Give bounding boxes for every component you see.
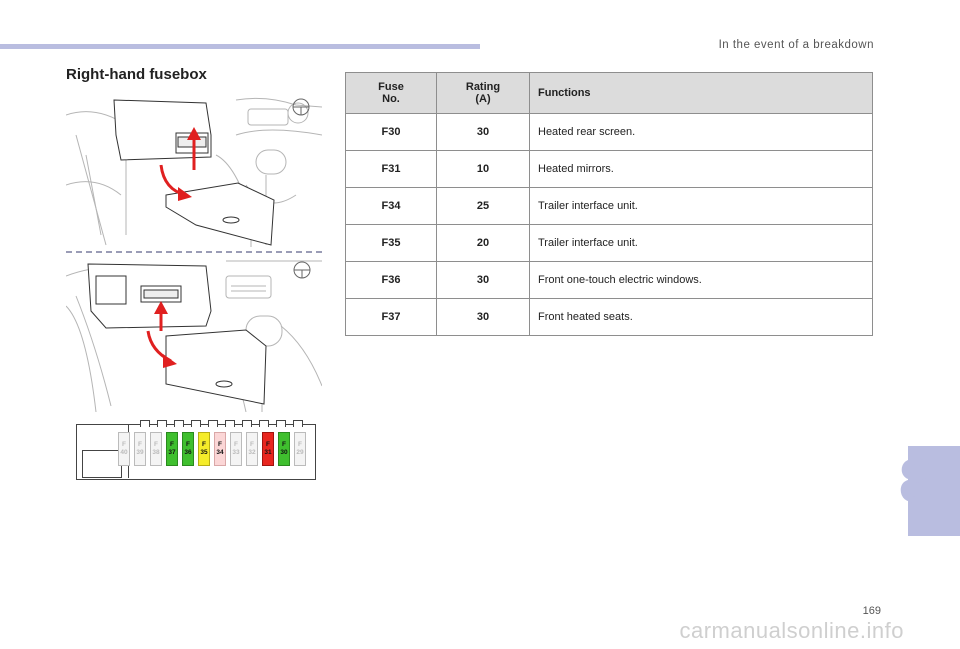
chapter-number: 8 xyxy=(898,447,934,516)
fuse-no: F36 xyxy=(346,262,437,299)
table-row xyxy=(346,188,873,225)
header-rating: Rating (A) xyxy=(437,73,530,114)
fuse-function: Front one-touch electric windows. xyxy=(530,262,873,299)
fuse-number: 31 xyxy=(264,449,272,456)
fuse-number: 34 xyxy=(216,449,224,456)
fuse-letter: F xyxy=(186,441,190,448)
fuse-letter: F xyxy=(122,441,126,448)
table-row xyxy=(346,299,873,336)
page-number: 169 xyxy=(862,605,881,617)
header-functions: Functions xyxy=(530,73,873,114)
fuse-letter: F xyxy=(250,441,254,448)
fuse-number: 32 xyxy=(248,449,256,456)
fuse-no: F35 xyxy=(346,225,437,262)
fuse-f33 xyxy=(230,432,242,466)
fuse-letter: F xyxy=(170,441,174,448)
fuse-layout-diagram xyxy=(76,424,316,480)
fuse-f40 xyxy=(118,432,130,466)
fuse-f36 xyxy=(182,432,194,466)
fuse-number: 39 xyxy=(136,449,144,456)
fuse-letter: F xyxy=(266,441,270,448)
fuse-f37 xyxy=(166,432,178,466)
header-fuse-no: Fuse No. xyxy=(346,73,437,114)
fuse-rating: 10 xyxy=(437,151,530,188)
table-row xyxy=(346,114,873,151)
fuse-rating: 30 xyxy=(437,114,530,151)
table-row xyxy=(346,225,873,262)
watermark: carmanualsonline.info xyxy=(679,618,904,643)
fuse-rating: 25 xyxy=(437,188,530,225)
table-header-row xyxy=(346,73,873,114)
fuse-number: 40 xyxy=(120,449,128,456)
fuse-f30 xyxy=(278,432,290,466)
chapter-title: In the event of a breakdown xyxy=(718,39,874,51)
fuse-letter: F xyxy=(234,441,238,448)
fuse-number: 29 xyxy=(296,449,304,456)
fuse-number: 37 xyxy=(168,449,176,456)
fuse-rating: 20 xyxy=(437,225,530,262)
fuse-rating: 30 xyxy=(437,299,530,336)
fuse-letter: F xyxy=(282,441,286,448)
fuse-letter: F xyxy=(202,441,206,448)
table-row xyxy=(346,151,873,188)
fuse-f34 xyxy=(214,432,226,466)
fuse-function: Front heated seats. xyxy=(530,299,873,336)
fuse-table xyxy=(345,72,873,336)
fuse-rating: 30 xyxy=(437,262,530,299)
fuse-number: 35 xyxy=(200,449,208,456)
fuse-number: 38 xyxy=(152,449,160,456)
fuse-no: F34 xyxy=(346,188,437,225)
fuse-f39 xyxy=(134,432,146,466)
fuse-housing-connector xyxy=(82,450,122,478)
fuse-f38 xyxy=(150,432,162,466)
fuse-function: Trailer interface unit. xyxy=(530,225,873,262)
fuse-function: Trailer interface unit. xyxy=(530,188,873,225)
fuse-number: 36 xyxy=(184,449,192,456)
fuse-f31 xyxy=(262,432,274,466)
fuse-letter: F xyxy=(138,441,142,448)
fuse-letter: F xyxy=(298,441,302,448)
fusebox-cover-illustration-bottom xyxy=(66,256,322,412)
header-accent-bar xyxy=(0,44,480,49)
fuse-slots xyxy=(118,432,309,466)
fuse-letter: F xyxy=(154,441,158,448)
fuse-housing-tabs xyxy=(140,420,310,427)
illustration-separator xyxy=(66,251,322,253)
fuse-f32 xyxy=(246,432,258,466)
fuse-f29 xyxy=(294,432,306,466)
fuse-no: F37 xyxy=(346,299,437,336)
fuse-function: Heated rear screen. xyxy=(530,114,873,151)
fuse-no: F30 xyxy=(346,114,437,151)
fuse-letter: F xyxy=(218,441,222,448)
fuse-number: 30 xyxy=(280,449,288,456)
fuse-f35 xyxy=(198,432,210,466)
fuse-number: 33 xyxy=(232,449,240,456)
section-title: Right-hand fusebox xyxy=(66,66,207,83)
fusebox-cover-illustration-top xyxy=(66,95,322,247)
table-row xyxy=(346,262,873,299)
fuse-no: F31 xyxy=(346,151,437,188)
fuse-function: Heated mirrors. xyxy=(530,151,873,188)
